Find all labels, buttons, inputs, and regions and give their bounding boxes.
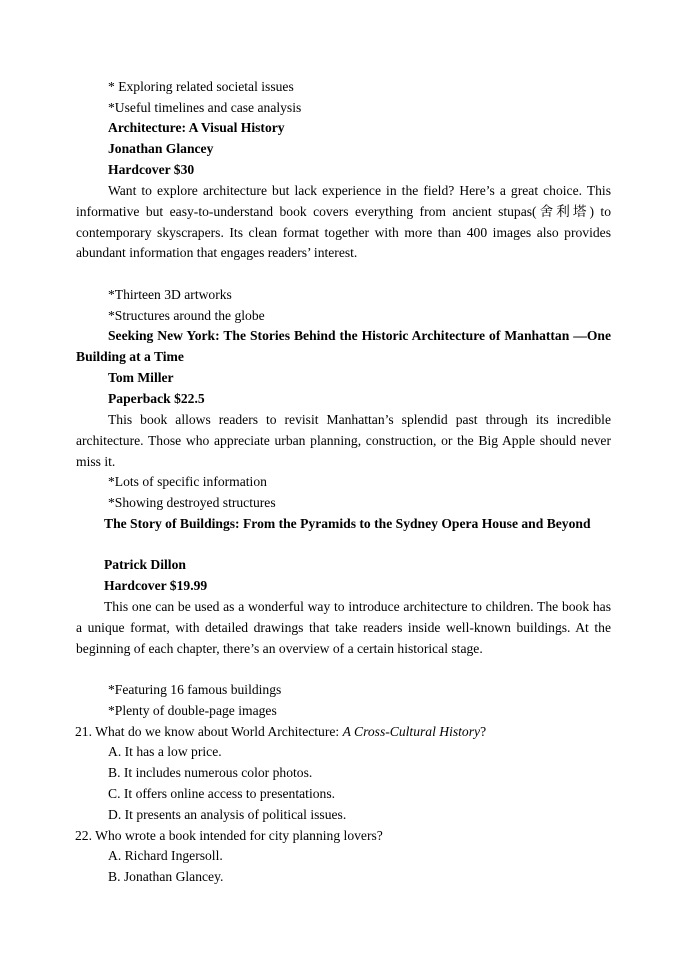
question-22-option-b: B. Jonathan Glancey. bbox=[108, 869, 224, 884]
book3-feature-2: *Showing destroyed structures bbox=[108, 495, 276, 510]
question-21-option-d: D. It presents an analysis of political issues. bbox=[108, 807, 347, 822]
book4-description: This one can be used as a wonderful way to introduce architecture to children. The book has a unique format, with detailed drawings that take readers inside well-known buildings. At the beginning of each chapter, there’s an overview of a certain historical stage. bbox=[76, 599, 611, 656]
question-22-stem: 22. Who wrote a book intended for city planning lovers? bbox=[75, 828, 383, 843]
question-21-stem-end: ? bbox=[480, 724, 487, 739]
book2-description: Want to explore architecture but lack experience in the field? Here’s a great choice. This informative but easy-to-understand book covers everything from ancient stupas(舍利塔) to contemporary skyscrapers. Its clean format together with more than 400 images also provides abundant information that engages readers’ interest. bbox=[76, 183, 611, 261]
book3-feature-1: *Lots of specific information bbox=[108, 474, 267, 489]
book2-format-price: Hardcover $30 bbox=[108, 162, 195, 177]
book4-feature-1: *Featuring 16 famous buildings bbox=[108, 682, 282, 697]
question-21-option-b: B. It includes numerous color photos. bbox=[108, 765, 313, 780]
book2-author: Jonathan Glancey bbox=[108, 141, 214, 156]
question-21-book-title: A Cross-Cultural History bbox=[342, 724, 481, 739]
book3-title: Seeking New York: The Stories Behind the Historic Architecture of Manhattan —One Building at a Time bbox=[76, 328, 611, 364]
question-21-option-c: C. It offers online access to presentations. bbox=[108, 786, 336, 801]
book1-feature-2: *Useful timelines and case analysis bbox=[108, 100, 302, 115]
book2-title: Architecture: A Visual History bbox=[108, 120, 285, 135]
book3-description: This book allows readers to revisit Manhattan’s splendid past through its incredible architecture. Those who appreciate urban planning, construction, or the Big Apple should never miss it. bbox=[76, 412, 611, 469]
book4-author: Patrick Dillon bbox=[104, 557, 186, 572]
book3-author: Tom Miller bbox=[108, 370, 174, 385]
book3-format-price: Paperback $22.5 bbox=[108, 391, 205, 406]
book4-title: The Story of Buildings: From the Pyramids to the Sydney Opera House and Beyond bbox=[104, 516, 591, 531]
question-22-option-a: A. Richard Ingersoll. bbox=[108, 848, 223, 863]
question-21-stem bbox=[0, 722, 688, 743]
book1-feature-1: * Exploring related societal issues bbox=[108, 79, 294, 94]
book4-feature-2: *Plenty of double-page images bbox=[108, 703, 277, 718]
book2-feature-2: *Structures around the globe bbox=[108, 308, 265, 323]
question-21-stem-text: 21. What do we know about World Architecture: bbox=[75, 724, 343, 739]
book4-format-price: Hardcover $19.99 bbox=[104, 578, 208, 593]
book2-feature-1: *Thirteen 3D artworks bbox=[108, 287, 232, 302]
question-21-option-a: A. It has a low price. bbox=[108, 744, 222, 759]
